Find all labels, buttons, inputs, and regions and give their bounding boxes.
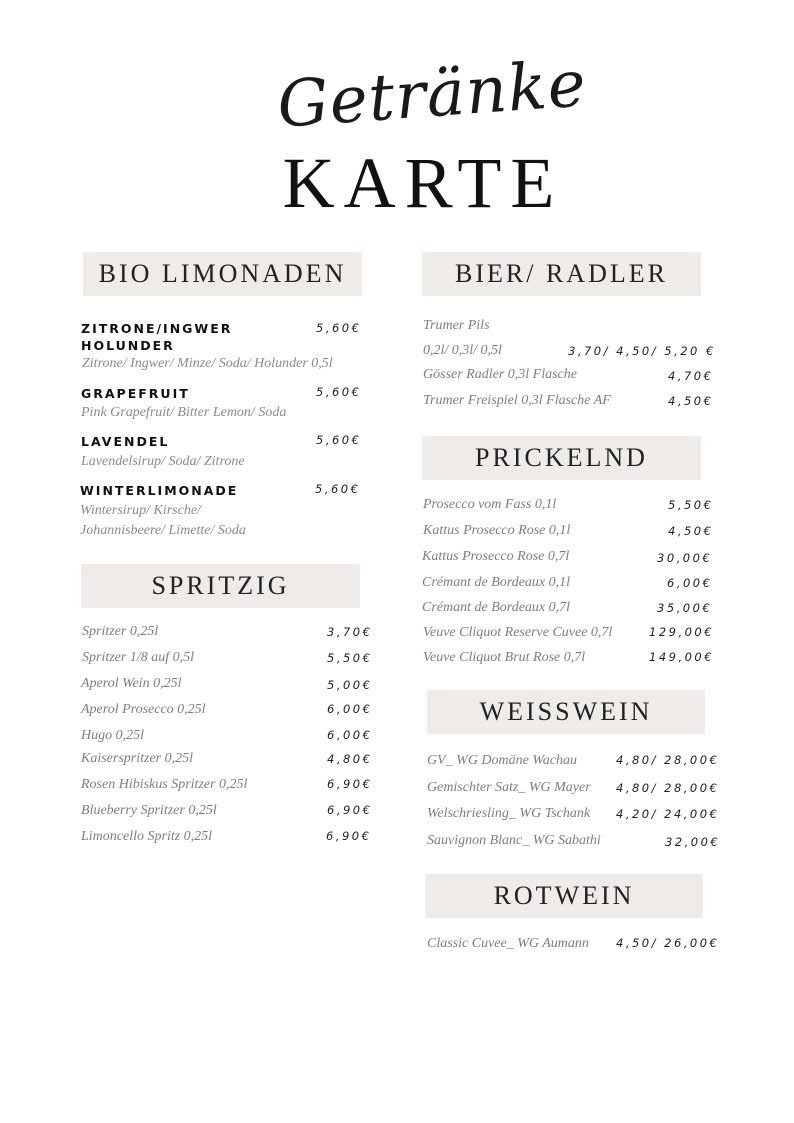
item-price: 6,90€: [327, 777, 373, 791]
item-name: Kaiserspritzer 0,25l: [81, 751, 194, 766]
item-name: Kattus Prosecco Rose 0,7l: [422, 549, 570, 564]
item-name: Prosecco vom Fass 0,1l: [423, 497, 557, 512]
item-name: Kattus Prosecco Rose 0,1l: [423, 523, 571, 538]
item-name: Gemischter Satz_ WG Mayer: [427, 780, 591, 795]
item-description: Wintersirup/ Kirsche/ Johannisbeere/ Limette/ Soda: [80, 503, 246, 538]
item-name: Rosen Hibiskus Spritzer 0,25l: [81, 777, 248, 792]
item-price: 4,80€: [327, 752, 373, 766]
item-price: 4,80/ 28,00€: [616, 781, 720, 795]
item-name: Welschriesling_ WG Tschank: [427, 806, 591, 821]
item-description: Zitrone/ Ingwer/ Minze/ Soda/ Holunder 0,5l: [82, 356, 333, 371]
script-title: Getränke: [275, 47, 589, 143]
item-price: 4,50€: [668, 524, 714, 538]
item-name: Spritzer 1/8 auf 0,5l: [82, 650, 195, 665]
item-price: 5,50€: [668, 498, 714, 512]
item-name: 0,2l/ 0,3l/ 0,5l: [423, 343, 502, 358]
item-name: Trumer Freispiel 0,3l Flasche AF: [423, 393, 611, 408]
section-header-bio-limonaden: BIO LIMONADEN: [83, 252, 362, 296]
item-price: 5,60€: [316, 433, 362, 447]
item-name: GRAPEFRUIT: [81, 386, 190, 401]
item-name: LAVENDEL: [81, 434, 170, 449]
item-name: Sauvignon Blanc_ WG Sabathi: [427, 833, 601, 848]
item-name: Veuve Cliquot Reserve Cuvee 0,7l: [423, 625, 613, 640]
item-price: 6,00€: [327, 702, 373, 716]
item-price: 6,00€: [667, 576, 713, 590]
item-price: 4,50€: [668, 394, 714, 408]
item-name: WINTERLIMONADE: [80, 483, 239, 498]
item-price: 30,00€: [657, 551, 713, 565]
item-price: 5,00€: [327, 678, 373, 692]
item-name: ZITRONE/INGWER HOLUNDER: [81, 321, 233, 353]
item-price: 4,20/ 24,00€: [616, 807, 720, 821]
item-price: 3,70€: [327, 625, 373, 639]
item-description: Pink Grapefruit/ Bitter Lemon/ Soda: [81, 405, 287, 420]
item-price: 35,00€: [657, 601, 713, 615]
item-price: 5,60€: [316, 321, 362, 335]
section-header-weisswein: WEISSWEIN: [427, 690, 705, 734]
section-header-prickelnd: PRICKELND: [422, 436, 701, 480]
item-name: Aperol Prosecco 0,25l: [81, 702, 206, 717]
item-name: Hugo 0,25l: [81, 728, 144, 743]
item-price: 4,70€: [668, 369, 714, 383]
item-price: 4,80/ 28,00€: [616, 753, 720, 767]
item-price: 32,00€: [665, 835, 721, 849]
item-name: Classic Cuvee_ WG Aumann: [427, 936, 589, 951]
item-price: 4,50/ 26,00€: [616, 936, 720, 950]
item-price: 6,00€: [327, 728, 373, 742]
item-name: Aperol Wein 0,25l: [81, 676, 182, 691]
item-name: Gösser Radler 0,3l Flasche: [423, 367, 577, 382]
item-price: 5,50€: [327, 651, 373, 665]
item-description: Lavendelsirup/ Soda/ Zitrone: [81, 454, 245, 469]
item-price: 129,00€: [649, 625, 715, 639]
item-name: Spritzer 0,25l: [82, 624, 159, 639]
item-name: Limoncello Spritz 0,25l: [81, 829, 213, 844]
item-price: 6,90€: [326, 829, 372, 843]
page-title: KARTE: [282, 143, 564, 223]
item-price: 5,60€: [316, 385, 362, 399]
section-header-bier-radler: BIER/ RADLER: [422, 252, 701, 296]
item-name: Blueberry Spritzer 0,25l: [81, 803, 217, 818]
section-header-spritzig: SPRITZIG: [81, 564, 360, 608]
item-name: GV_ WG Domäne Wachau: [427, 753, 577, 768]
item-price: 149,00€: [649, 650, 715, 664]
item-price: 6,90€: [327, 803, 373, 817]
item-price: 5,60€: [315, 482, 361, 496]
item-name: Veuve Cliquot Brut Rose 0,7l: [423, 650, 586, 665]
item-price: 3,70/ 4,50/ 5,20 €: [568, 344, 716, 358]
item-name: Crémant de Bordeaux 0,1l: [422, 575, 571, 590]
item-name: Trumer Pils: [423, 318, 490, 333]
item-name: Crémant de Bordeaux 0,7l: [422, 600, 571, 615]
section-header-rotwein: ROTWEIN: [425, 874, 703, 918]
